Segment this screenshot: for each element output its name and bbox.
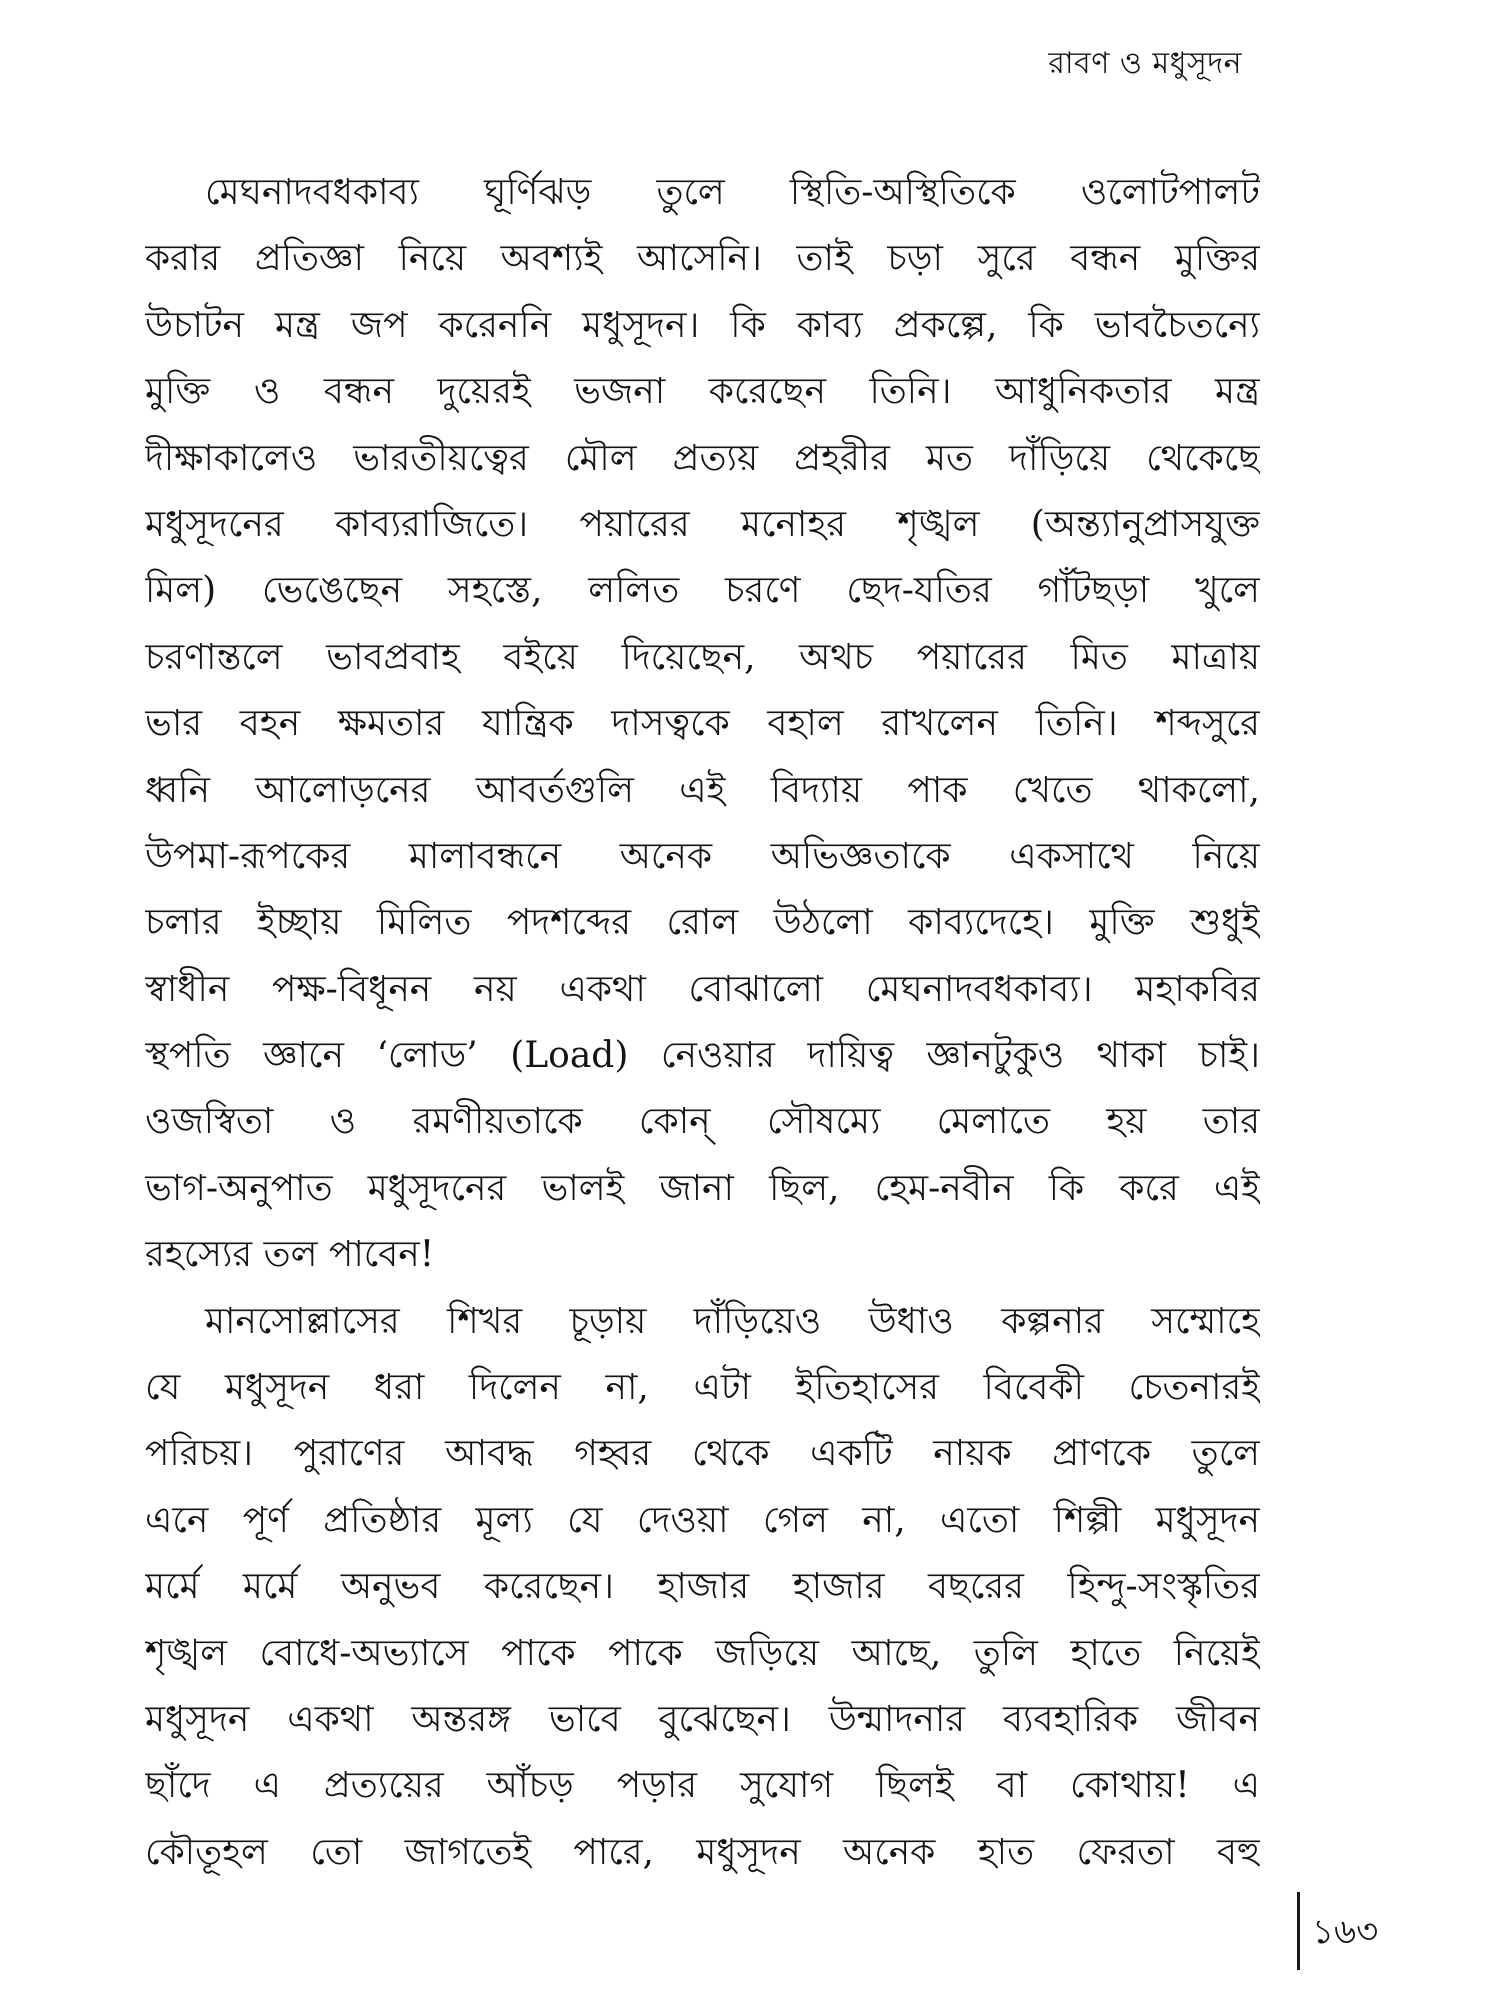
page-number-divider [1297, 1892, 1300, 1970]
text-line: ওজস্বিতা ও রমণীয়তাকে কোন্ সৌষম্যে মেলাতে হয় তার [145, 1101, 1260, 1143]
text-line: উচাটন মন্ত্র জপ করেননি মধুসূদন। কি কাব্য প্রকল্পে, কি ভাবচৈতন্যে [145, 304, 1260, 346]
text-line: যে মধুসূদন ধরা দিলেন না, এটা ইতিহাসের বিবেকী চেতনারই [145, 1367, 1260, 1409]
text-line: স্থপতি জ্ঞানে ‘লোড’ (Load) নেওয়ার দায়িত্ব জ্ঞানটুকুও থাকা চাই। [145, 1035, 1260, 1077]
text-line: ভার বহন ক্ষমতার যান্ত্রিক দাসত্বকে বহাল রাখলেন তিনি। শব্দসুরে [145, 703, 1260, 745]
text-line: মেঘনাদবধকাব্য ঘূর্ণিঝড় তুলে স্থিতি-অস্থিতিকে ওলোটপালট [205, 172, 1260, 213]
text-line: মর্মে মর্মে অনুভব করেছেন। হাজার হাজার বছরের হিন্দু-সংস্কৃতির [145, 1566, 1260, 1608]
body-text [145, 160, 1260, 1886]
text-line: চরণান্তলে ভাবপ্রবাহ বইয়ে দিয়েছেন, অথচ পয়ারের মিত মাত্রায় [145, 636, 1260, 678]
text-line: মধুসূদনের কাব্যরাজিতে। পয়ারের মনোহর শৃঙ্খল (অন্ত্যানুপ্রাসযুক্ত [145, 503, 1260, 545]
text-line: মিল) ভেঙেছেন সহস্তে, ললিত চরণে ছেদ-যতির গাঁটছড়া খুলে [145, 570, 1260, 612]
text-line: দীক্ষাকালেও ভারতীয়ত্বের মৌল প্রত্যয় প্রহরীর মত দাঁড়িয়ে থেকেছে [145, 437, 1260, 479]
text-line: এনে পূর্ণ প্রতিষ্ঠার মূল্য যে দেওয়া গেল না, এতো শিল্পী মধুসূদন [145, 1499, 1260, 1541]
text-line: মধুসূদন একথা অন্তরঙ্গ ভাবে বুঝেছেন। উন্মাদনার ব্যবহারিক জীবন [145, 1698, 1260, 1740]
text-line: উপমা-রূপকের মালাবন্ধনে অনেক অভিজ্ঞতাকে একসাথে নিয়ে [145, 835, 1260, 877]
text-line: পরিচয়। পুরাণের আবদ্ধ গহ্বর থেকে একটি নায়ক প্রাণকে তুলে [145, 1433, 1260, 1475]
running-header: রাবণ ও মধুসূদন [1048, 46, 1242, 81]
text-line: শৃঙ্খল বোধে-অভ্যাসে পাকে পাকে জড়িয়ে আছে, তুলি হাতে নিয়েই [145, 1632, 1260, 1674]
page-number: ১৬৩ [1312, 1912, 1379, 1952]
text-line: মানসোল্লাসের শিখর চূড়ায় দাঁড়িয়েও উধাও কল্পনার সম্মোহে [205, 1300, 1260, 1342]
text-line: মুক্তি ও বন্ধন দুয়েরই ভজনা করেছেন তিনি। আধুনিকতার মন্ত্র [145, 371, 1260, 413]
text-line: ছাঁদে এ প্রত্যয়ের আঁচড় পড়ার সুযোগ ছিলই বা কোথায়! এ [145, 1765, 1260, 1807]
text-line: ধ্বনি আলোড়নের আবর্তগুলি এই বিদ্যায় পাক খেতে থাকলো, [145, 769, 1260, 811]
text-line: রহস্যের তল পাবেন! [145, 1234, 435, 1276]
text-line: ভাগ-অনুপাত মধুসূদনের ভালই জানা ছিল, হেম-নবীন কি করে এই [145, 1167, 1260, 1209]
text-line: কৌতূহল তো জাগতেই পারে, মধুসূদন অনেক হাত ফেরতা বহু [145, 1831, 1260, 1873]
text-line: স্বাধীন পক্ষ-বিধূনন নয় একথা বোঝালো মেঘনাদবধকাব্য। মহাকবির [145, 968, 1260, 1010]
text-line: চলার ইচ্ছায় মিলিত পদশব্দের রোল উঠলো কাব্যদেহে। মুক্তি শুধুই [145, 902, 1260, 944]
text-line: করার প্রতিজ্ঞা নিয়ে অবশ্যই আসেনি। তাই চড়া সুরে বন্ধন মুক্তির [145, 238, 1260, 280]
